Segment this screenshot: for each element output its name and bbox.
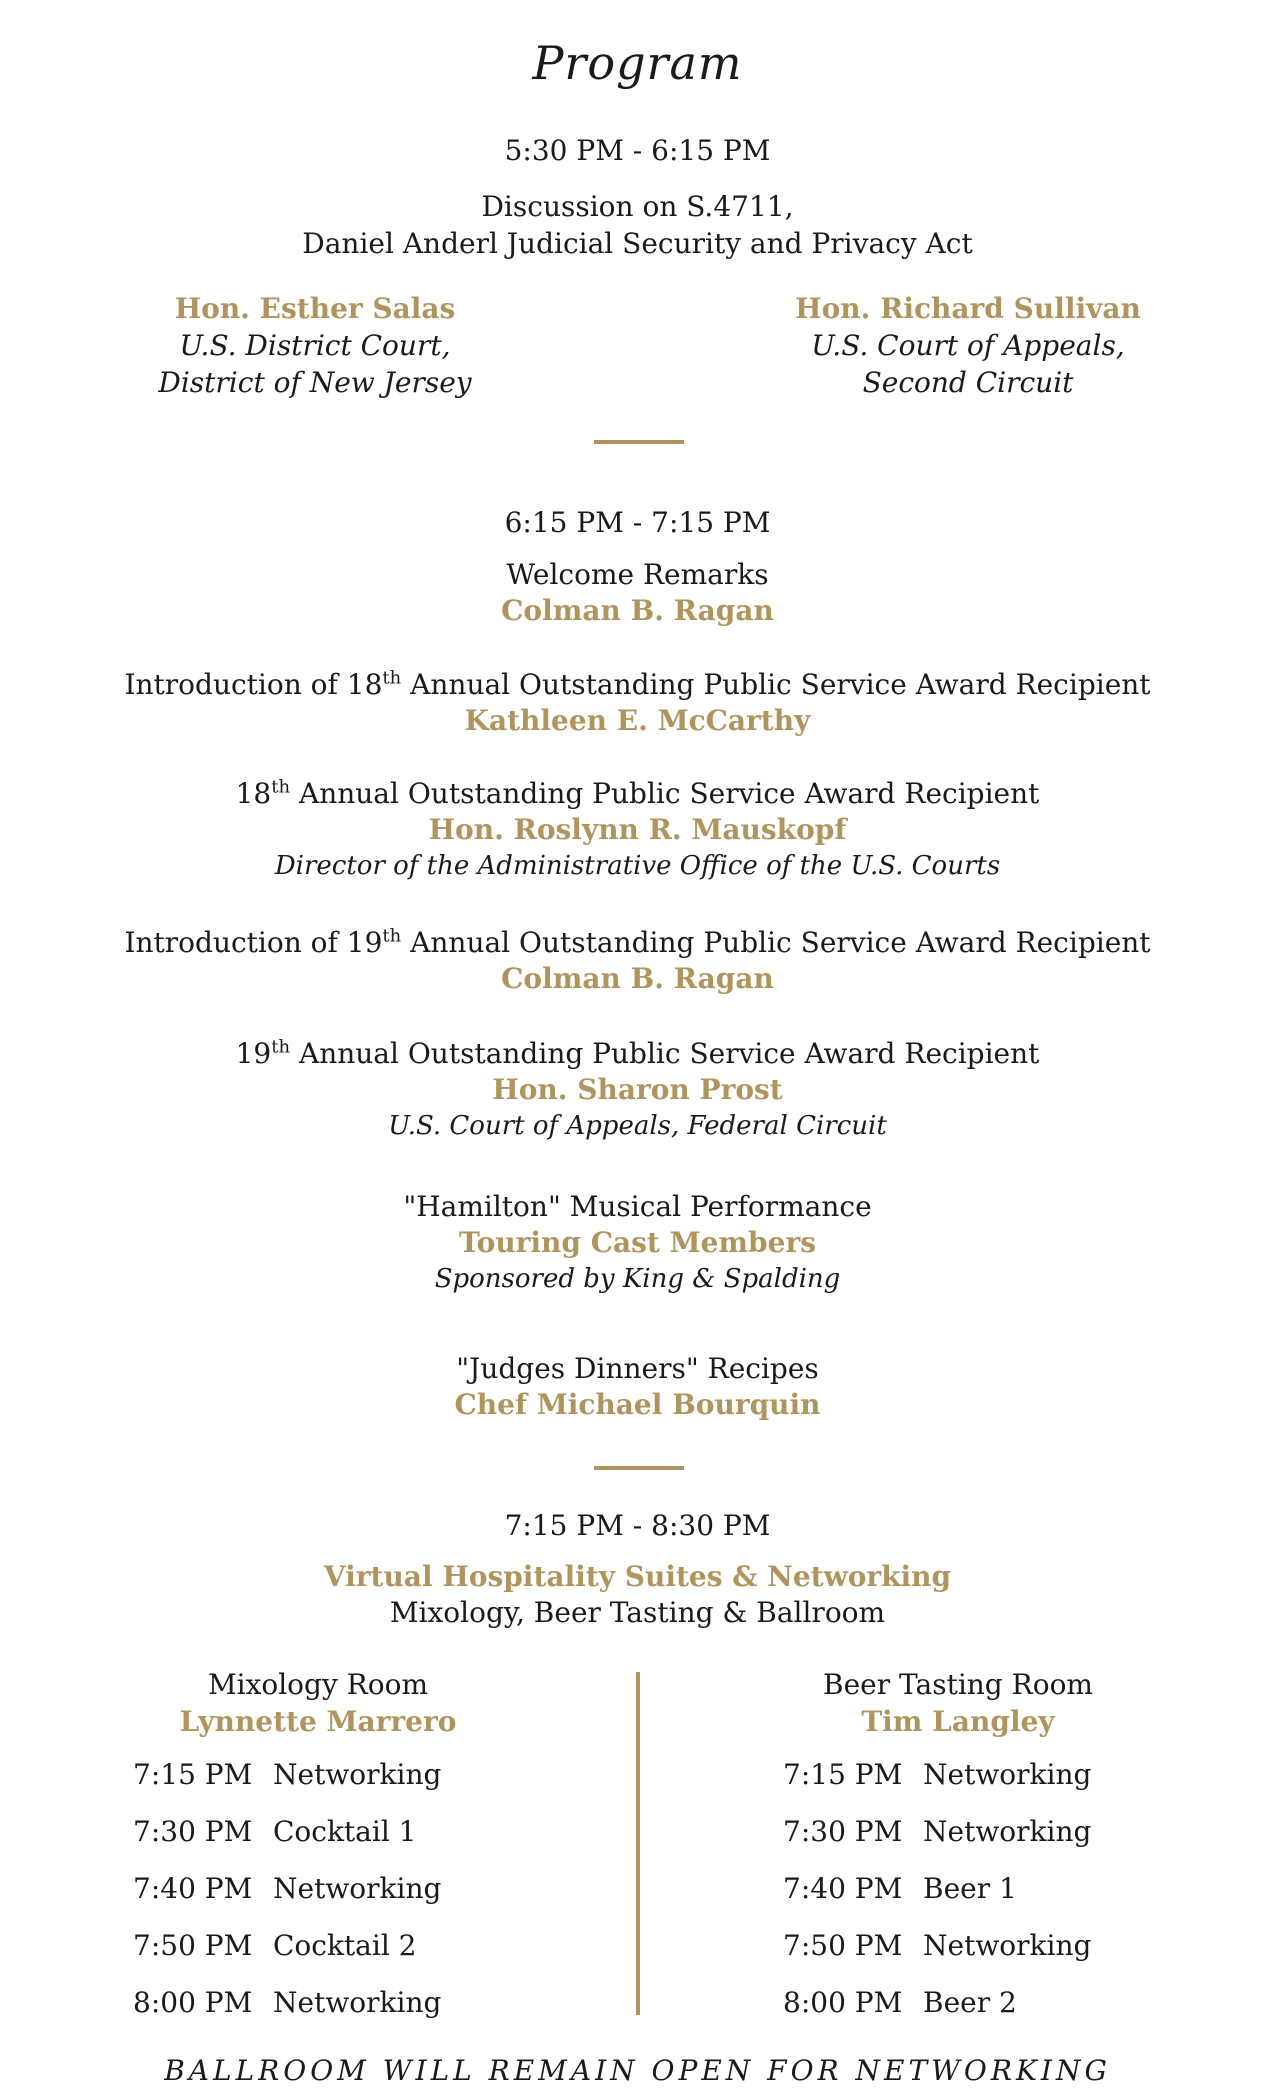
award19-name: Hon. Sharon Prost <box>492 1073 783 1106</box>
room-name: Beer Tasting Room <box>823 1668 1093 1701</box>
schedule-activity: Beer 1 <box>923 1872 1017 1905</box>
schedule-time: 7:30 PM <box>783 1815 903 1848</box>
schedule-activity: Networking <box>273 1872 442 1905</box>
judges-name: Chef Michael Bourquin <box>454 1388 821 1421</box>
panelist-name: Hon. Esther Salas <box>174 292 456 325</box>
page-title: Program <box>532 36 743 90</box>
schedule-time: 8:00 PM <box>783 1986 903 2019</box>
session1-topic-line1: Discussion on S.4711, <box>481 190 794 223</box>
hamilton-label: "Hamilton" Musical Performance <box>403 1190 872 1223</box>
intro18-name: Kathleen E. McCarthy <box>464 704 811 737</box>
session3-time: 7:15 PM - 8:30 PM <box>504 1509 771 1542</box>
schedule-time: 7:40 PM <box>133 1872 253 1905</box>
footer-note: BALLROOM WILL REMAIN OPEN FOR NETWORKING <box>164 2054 1111 2087</box>
panelist-affiliation-line2: Second Circuit <box>862 366 1074 399</box>
panelist-name: Hon. Richard Sullivan <box>795 292 1141 325</box>
section-divider <box>594 1466 684 1470</box>
schedule-activity: Networking <box>923 1929 1092 1962</box>
award18-name: Hon. Roslynn R. Mauskopf <box>428 813 847 846</box>
hamilton-name: Touring Cast Members <box>459 1226 816 1259</box>
award18-title: Director of the Administrative Office of the U.S. Courts <box>274 851 1001 881</box>
schedule-time: 7:50 PM <box>133 1929 253 1962</box>
schedule-time: 8:00 PM <box>133 1986 253 2019</box>
room-separator <box>636 1672 640 2015</box>
panelist-affiliation-line1: U.S. Court of Appeals, <box>811 329 1125 362</box>
intro18-label: Introduction of 18th Annual Outstanding Public Service Award Recipient <box>124 667 1151 701</box>
schedule-activity: Cocktail 1 <box>273 1815 417 1848</box>
schedule-time: 7:40 PM <box>783 1872 903 1905</box>
panelist-right <box>768 290 1168 401</box>
section-divider <box>594 440 684 444</box>
panelist-affiliation-line1: U.S. District Court, <box>179 329 451 362</box>
schedule-activity: Networking <box>273 1758 442 1791</box>
welcome-label: Welcome Remarks <box>506 558 769 591</box>
schedule-activity: Beer 2 <box>923 1986 1017 2019</box>
session1-topic-line2: Daniel Anderl Judicial Security and Privacy Act <box>302 227 973 260</box>
panelist-affiliation-line2: District of New Jersey <box>158 366 472 399</box>
schedule-activity: Networking <box>273 1986 442 2019</box>
session3-heading: Virtual Hospitality Suites & Networking <box>323 1560 952 1593</box>
session3-subheading: Mixology, Beer Tasting & Ballroom <box>389 1596 886 1629</box>
room-host: Tim Langley <box>861 1705 1055 1738</box>
schedule-activity: Networking <box>923 1758 1092 1791</box>
award19-label: 19th Annual Outstanding Public Service Award Recipient <box>235 1036 1040 1070</box>
intro19-name: Colman B. Ragan <box>501 962 774 995</box>
schedule-time: 7:15 PM <box>783 1758 903 1791</box>
schedule-activity: Networking <box>923 1815 1092 1848</box>
award18-label: 18th Annual Outstanding Public Service Award Recipient <box>235 776 1040 810</box>
hamilton-sponsor: Sponsored by King & Spalding <box>434 1264 841 1294</box>
intro19-label: Introduction of 19th Annual Outstanding Public Service Award Recipient <box>124 925 1151 959</box>
award19-title: U.S. Court of Appeals, Federal Circuit <box>388 1111 887 1141</box>
schedule-time: 7:15 PM <box>133 1758 253 1791</box>
room-name: Mixology Room <box>207 1668 429 1701</box>
session1-time: 5:30 PM - 6:15 PM <box>504 134 771 167</box>
session2-time: 6:15 PM - 7:15 PM <box>504 506 771 539</box>
schedule-activity: Cocktail 2 <box>273 1929 417 1962</box>
schedule-time: 7:50 PM <box>783 1929 903 1962</box>
room-header-mixology <box>118 1666 518 1740</box>
welcome-name: Colman B. Ragan <box>501 594 774 627</box>
room-header-beer <box>758 1666 1158 1740</box>
room-host: Lynnette Marrero <box>179 1705 457 1738</box>
judges-label: "Judges Dinners" Recipes <box>456 1352 819 1385</box>
panelist-left <box>115 290 515 401</box>
schedule-time: 7:30 PM <box>133 1815 253 1848</box>
